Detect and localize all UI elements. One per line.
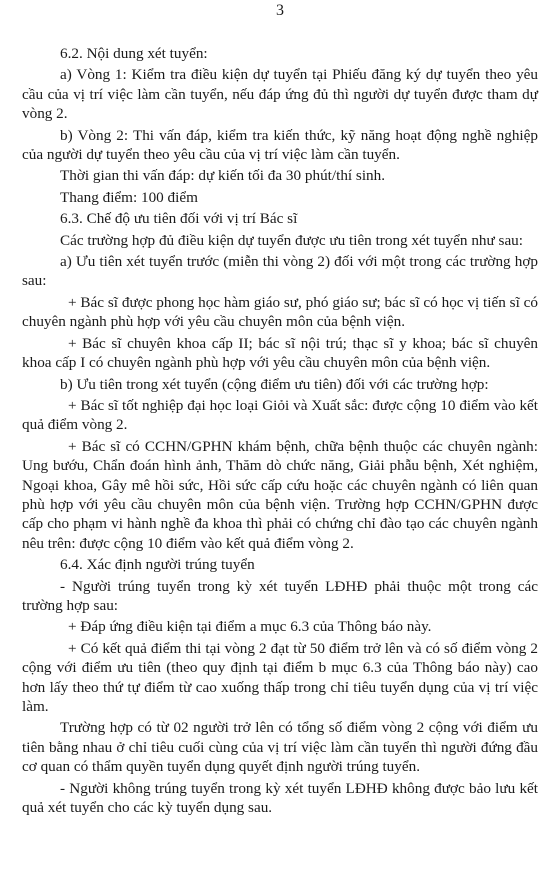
paragraph: Trường hợp có từ 02 người trở lên có tổng số điểm vòng 2 cộng với điểm ưu tiên bằng nhau ở chỉ tiêu cuối cùng của vị trí việc làm cần tuyển thì người đứng đầu cơ quan có thẩm quyền tuyển dụng quyết định người trúng tuyển. [22,719,538,776]
paragraph: b) Vòng 2: Thi vấn đáp, kiểm tra kiến thức, kỹ năng hoạt động nghề nghiệp của người dự tuyển theo yêu cầu của vị trí việc làm cần tuyển. [22,126,538,164]
paragraph: + Bác sĩ có CCHN/GPHN khám bệnh, chữa bệnh thuộc các chuyên ngành: Ung bướu, Chẩn đoán hình ảnh, Thăm dò chức năng, Giải phẫu bệnh, Xét nghiệm, Ngoại khoa, Gây mê hồi sức, Hồi sức cấp cứu hoặc các chuyên ngành có liên quan phù hợp với yêu cầu chuyên môn của bệnh viện. Trường hợp CCHN/GPHN được cấp cho phạm vi hành nghề đa khoa thì phải có chứng chỉ đào tạo các chuyên ngành nêu trên: được cộng 10 điểm vào kết quả điểm vòng 2. [22,437,538,552]
paragraph: + Có kết quả điểm thi tại vòng 2 đạt từ 50 điểm trở lên và có số điểm vòng 2 cộng với điểm ưu tiên (theo quy định tại điểm b mục 6.3 của Thông báo này) cao hơn lấy theo thứ tự điểm từ cao xuống thấp trong chỉ tiêu tuyển dụng của vị trí việc làm. [22,639,538,715]
paragraph: + Bác sĩ tốt nghiệp đại học loại Giỏi và Xuất sắc: được cộng 10 điểm vào kết quả điểm vòng 2. [22,396,538,434]
paragraph: a) Vòng 1: Kiểm tra điều kiện dự tuyển tại Phiếu đăng ký dự tuyển theo yêu cầu của vị trí việc làm cần tuyển, nếu đáp ứng đủ thì người dự tuyển được tham dự vòng 2. [22,66,538,123]
paragraph: + Bác sĩ chuyên khoa cấp II; bác sĩ nội trú; thạc sĩ y khoa; bác sĩ chuyên khoa cấp I có chuyên ngành phù hợp với yêu cầu chuyên môn của bệnh viện. [22,334,538,372]
paragraph: - Người trúng tuyển trong kỳ xét tuyển LĐHĐ phải thuộc một trong các trường hợp sau: [22,577,538,614]
paragraph: a) Ưu tiên xét tuyển trước (miễn thi vòng 2) đối với một trong các trường hợp sau: [22,253,538,290]
document-body [22,44,538,819]
paragraph: + Bác sĩ được phong học hàm giáo sư, phó giáo sư; bác sĩ có học vị tiến sĩ có chuyên ngành phù hợp với yêu cầu chuyên môn của bệnh viện. [22,293,538,331]
paragraph: Các trường hợp đủ điều kiện dự tuyển được ưu tiên trong xét tuyển như sau: [60,231,523,249]
paragraph: Thời gian thi vấn đáp: dự kiến tối đa 30 phút/thí sinh. [60,167,386,185]
paragraph: + Đáp ứng điều kiện tại điểm a mục 6.3 của Thông báo này. [68,618,432,636]
paragraph: 6.3. Chế độ ưu tiên đối với vị trí Bác sĩ [60,210,298,228]
paragraph: b) Ưu tiên trong xét tuyển (cộng điểm ưu tiên) đối với các trường hợp: [60,375,489,393]
paragraph: - Người không trúng tuyển trong kỳ xét tuyển LĐHĐ không được bảo lưu kết quả xét tuyển cho các kỳ tuyển dụng sau. [22,779,538,817]
paragraph: Thang điểm: 100 điểm [60,188,198,206]
page-number: 3 [276,2,284,19]
paragraph: 6.2. Nội dung xét tuyển: [60,45,208,62]
paragraph: 6.4. Xác định người trúng tuyển [60,556,255,574]
